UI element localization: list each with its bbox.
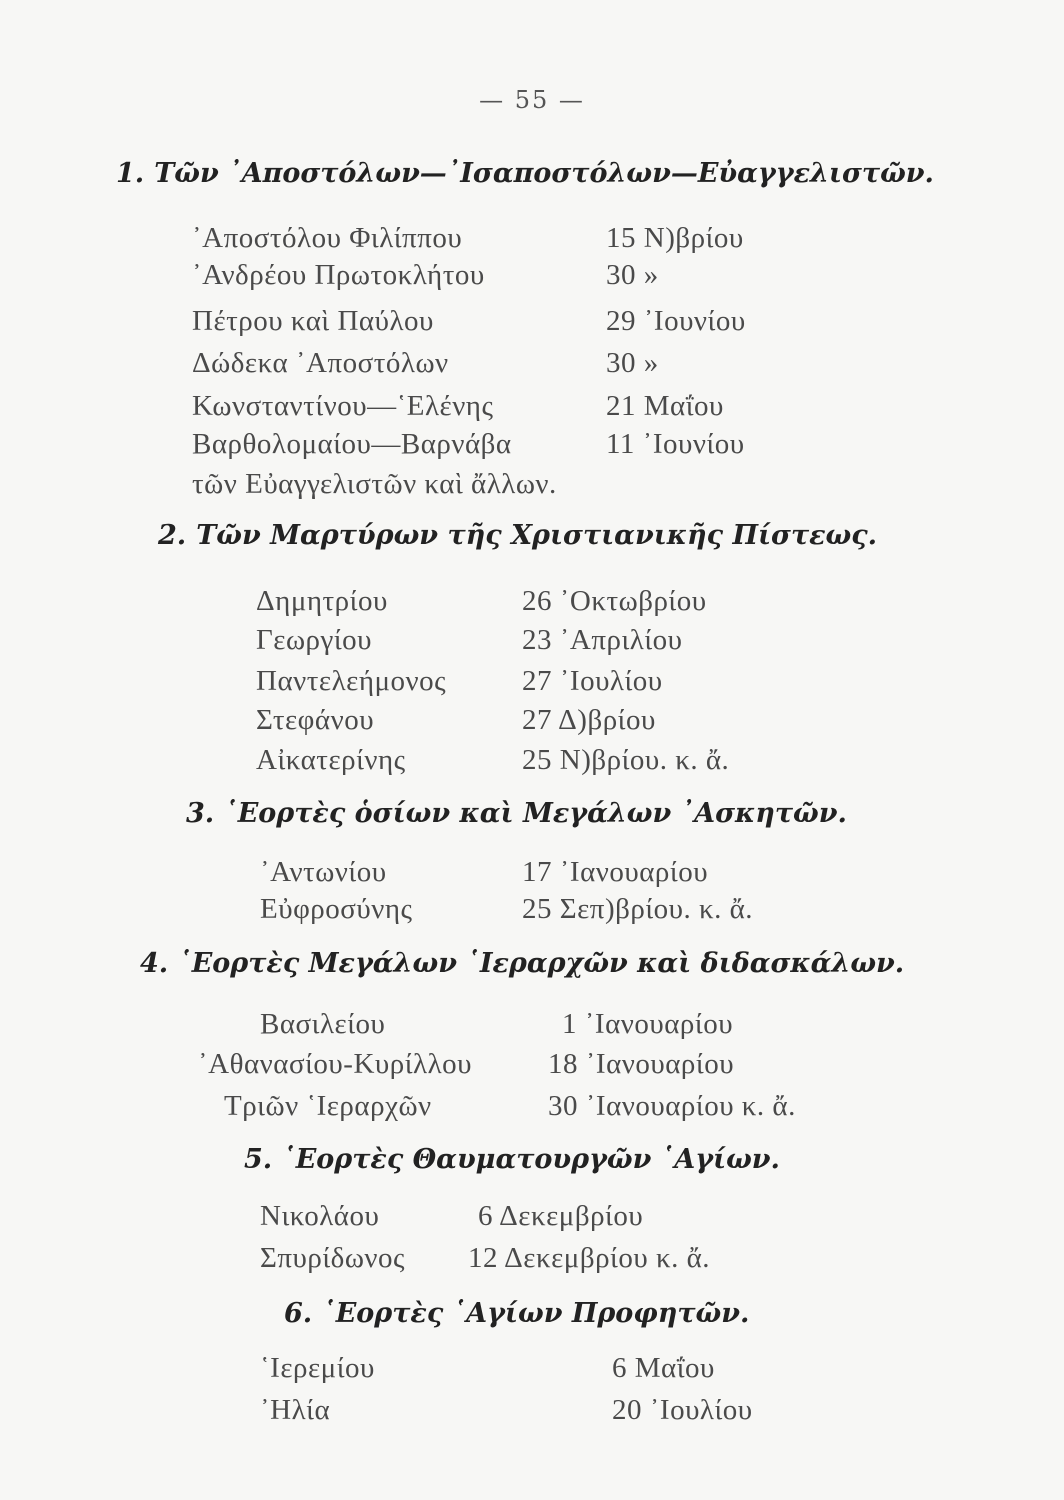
entry-name: Δημητρίου [256, 585, 388, 617]
section-number: 1. [116, 158, 145, 189]
entry-name: Εὐφροσύνης [260, 893, 413, 925]
entry-name: Γεωργίου [256, 624, 372, 656]
entry-date: 11 ᾿Ιουνίου [606, 428, 745, 460]
section-number: 6. [284, 1298, 313, 1329]
section-number: 5. [244, 1144, 273, 1175]
entry-date: 20 ᾿Ιουλίου [612, 1394, 753, 1426]
entry-date: 25 Σεπ)βρίου. κ. ἄ. [522, 893, 754, 925]
section-title: ῾Εορτὲς Μεγάλων ῾Ιεραρχῶν καὶ διδασκάλων. [178, 948, 905, 979]
entry-name: ᾿Ανδρέου Πρωτοκλήτου [192, 259, 485, 291]
section-heading [158, 520, 877, 551]
entry-name: Δώδεκα ᾿Αποστόλων [192, 347, 449, 379]
entry-name: Κωνσταντίνου—῾Ελένης [192, 390, 494, 422]
entry-name: Βαρθολομαίου—Βαρνάβα [192, 428, 512, 460]
entry-name: Πέτρου καὶ Παύλου [192, 305, 434, 337]
section-title: Τῶν Μαρτύρων τῆς Χριστιανικῆς Πίστεως. [196, 520, 878, 551]
page-number: — 55 — [479, 86, 585, 114]
entry-date: 25 Ν)βρίου. κ. ἄ. [522, 744, 730, 776]
entry-date: 6 Δεκεμβρίου [478, 1200, 644, 1232]
entry-date: 26 ᾿Οκτωβρίου [522, 585, 707, 617]
entry-date: 30 ᾿Ιανουαρίου κ. ἄ. [548, 1090, 796, 1122]
entry-date: 27 ᾿Ιουλίου [522, 665, 663, 697]
entry-date: 17 ᾿Ιανουαρίου [522, 856, 709, 888]
section-heading [116, 158, 934, 189]
entry-name: Αἰκατερίνης [256, 744, 406, 776]
section-number: 2. [158, 520, 187, 551]
entry-date: 30 » [606, 347, 659, 379]
entry-name: ῾Ιερεμίου [260, 1352, 375, 1384]
entry-name: ᾿Αντωνίου [260, 856, 387, 888]
section-title: ῾Εορτὲς Θαυματουργῶν ῾Αγίων. [282, 1144, 780, 1175]
entry-name: Τριῶν ῾Ιεραρχῶν [224, 1090, 432, 1122]
section-footer: τῶν Εὐαγγελιστῶν καὶ ἄλλων. [192, 468, 557, 500]
section-number: 3. [186, 798, 215, 829]
entry-date: 18 ᾿Ιανουαρίου [548, 1048, 735, 1080]
entry-name: Βασιλείου [260, 1008, 386, 1040]
entry-name: ᾿Αποστόλου Φιλίππου [192, 222, 463, 254]
entry-date: 21 Μαΐου [606, 390, 724, 422]
section-title: ῾Εορτὲς ὁσίων καὶ Μεγάλων ᾿Ασκητῶν. [224, 798, 847, 829]
entry-name: Σπυρίδωνος [260, 1242, 406, 1274]
section-title: ῾Εορτὲς ῾Αγίων Προφητῶν. [322, 1298, 750, 1329]
entry-date: 23 ᾿Απριλίου [522, 624, 683, 656]
entry-name: ᾿Αθανασίου-Κυρίλλου [198, 1048, 472, 1080]
entry-name: Παντελεήμονος [256, 665, 447, 697]
entry-date: 30 » [606, 259, 659, 291]
section-heading [284, 1298, 749, 1329]
entry-date: 6 Μαΐου [612, 1352, 715, 1384]
section-number: 4. [140, 948, 169, 979]
entry-date: 27 Δ)βρίου [522, 704, 656, 736]
entry-date: 1 ᾿Ιανουαρίου [562, 1008, 734, 1040]
entry-date: 29 ᾿Ιουνίου [606, 305, 746, 337]
entry-name: ᾿Ηλία [260, 1394, 331, 1426]
section-heading [186, 798, 847, 829]
section-heading [244, 1144, 780, 1175]
entry-date: 15 Ν)βρίου [606, 222, 744, 254]
entry-date: 12 Δεκεμβρίου κ. ἄ. [468, 1242, 711, 1274]
entry-name: Στεφάνου [256, 704, 375, 736]
section-title: Τῶν ᾿Αποστόλων—᾿Ισαποστόλων—Εὐαγγελιστῶν. [154, 158, 934, 189]
section-heading [140, 948, 904, 979]
entry-name: Νικολάου [260, 1200, 380, 1232]
